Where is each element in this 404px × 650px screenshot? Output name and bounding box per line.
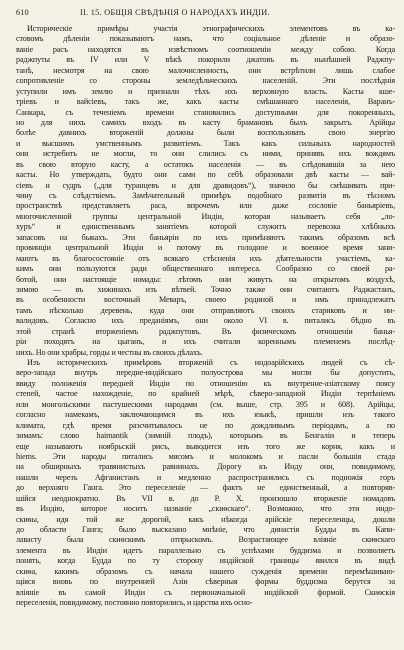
text-line: ваніе расъ находятся въ извѣстномъ соотношеніи между собою. Когда [16, 44, 395, 54]
text-line: уступили имъ землю и признали тѣхъ ихъ верховную власть. Касты кше- [16, 86, 395, 96]
text-line: hiems. Эти народы питались мясомъ и молокомъ и пасли большія стада [16, 451, 395, 461]
text-line: лавасту была скиѳскимъ отпрыскомъ. Возрастающее вліяніе скиѳскаго [16, 535, 395, 545]
text-line: танѣ, несмотря на свою малочисленность, они встрѣтили лишь слабое [16, 65, 395, 75]
text-line: пространствѣ представляетъ раса, впрочемъ или даже сословіе баньяріевъ, [16, 201, 395, 211]
text-line: нихъ. Но они храбры, горды и честны въ своихъ дѣлахъ. [16, 347, 203, 357]
text-line: запасовъ на быкахъ. Эти баньяріи по ихъ примѣняютъ такимъ образомъ всѣ [16, 232, 395, 242]
text-line: зимою — въ хижинахъ изъ вѣтвей. Точно также они считаютъ Раджастанъ, [16, 284, 395, 294]
text-line: еще называютъ ноябрьскій рисъ, выводится изъ того же корня, какъ и [16, 441, 395, 451]
text-line: ріи походятъ на цыганъ, и ихъ считали кореннымъ племенемъ послѣд- [16, 337, 395, 347]
text-line: сіевъ и судръ („для туранцевъ и для дравидовъ“), значило бы смѣшивать при- [16, 180, 395, 190]
text-line: въ свою вторую касту, а остатокъ населенія — въ слѣдовавшія за нею [16, 159, 395, 169]
text-line: стовомъ дѣленіи показываютъ намъ, что соціальное дѣленіе и образо- [16, 34, 395, 44]
text-line: валидовъ. Согласно ихъ преданіямъ, они около VI в. питались бѣдно въ [16, 316, 395, 326]
text-line: шійся неоднократно. Въ VII в. до Р. Х. произошло вторженіе номадовъ [16, 493, 395, 503]
text-line: ввиду положенія передней Индіи по отношенію къ внутренне-азіатскому поясу [16, 378, 395, 388]
text-line: и высшимъ умственнымъ развитіемъ. Такъ какъ сильныхъ народностей [16, 138, 395, 148]
text-line: переселенія, повидимому, постоянно повторились, и царства ихъ осно- [16, 598, 253, 608]
page-header [16, 6, 392, 20]
text-line: понять, когда Будда по ту сторону индійской границы явился въ видѣ [16, 556, 395, 566]
running-title: II. 15. ОБЩІЯ СВѢДѢНІЯ О НАРОДАХЪ ИНДІИ. [80, 8, 270, 17]
text-line: но для нихъ самихъ входъ въ касту брамановъ былъ закрытъ. Арійцы [16, 117, 395, 127]
text-line: тріевъ и вайсіевъ, такъ же, какъ касты смѣшаннаго населенія, Варанъ- [16, 97, 395, 107]
text-line: тамъ нѣсколько деревень, куда они отправляютъ своихъ стариковъ и ин- [16, 305, 395, 315]
text-line: Изъ историческихъ примѣровъ вторженій съ индоарійскихъ людей съ сѣ- [27, 358, 395, 367]
text-line: климата, гдѣ время разсчитывалось не по дождливымъ періодамъ, а по [16, 420, 395, 430]
text-line: скиѳы, идя той же дорогой, какъ нѣкогда арійскіе переселенцы, дошли [16, 514, 395, 524]
text-line: касты. Но утверждать, будто они сами по себѣ образовали двѣ касты — вай- [16, 170, 395, 180]
text-line: болѣе давнихъ вторженій должны были воспользовать свою энергію [16, 128, 395, 138]
text-line: они истребить не могли, то они слились съ ними, принявъ ихъ вождямъ [16, 149, 395, 159]
text-line: раджпуты въ IV или V вѣкѣ покорили джатовъ въ нынѣшней Раджпу- [16, 55, 395, 65]
text-line: веро-запада внутрь передне-индійскаго полуострова мы могли бы допустить, [16, 368, 395, 378]
text-line: хуръ“ и единственнымъ занятіемъ которой служитъ перевозка хлѣбныхъ [16, 222, 395, 232]
text-line: ботой, они настоящіе номады: лѣтомъ они живутъ на открытомъ воздухѣ, [16, 274, 395, 284]
text-line: многочисленной группы центральной Индіи, которая называетъ себя „ло- [16, 211, 395, 221]
text-line: до области Ганга; было высказано мнѣніе, что династія Будды въ Капи- [16, 525, 395, 534]
text-line: щіяся вновь по внутренней Азіи сѣверныя формы буддизма берутся за [16, 577, 395, 587]
text-line: нашли черезъ Афганистанъ и медленно распространялись съ подножія горъ [16, 472, 395, 482]
text-line: въ особенности восточный Меваръ, своею родиной и имъ принадлежатъ [16, 295, 395, 305]
text-line: или монгольскими пастушескими народами (см. выше, стр. 395 и 608). Арійцы, [16, 399, 395, 409]
text-line: сопротивленіе со стороны земледѣльческихъ населеній. Эти послѣднія [16, 76, 395, 86]
text-line: скиѳа, какимъ образомъ съ начала нашего сужденія времени перемѣшиваю- [16, 566, 395, 576]
text-line: въ Индію, которое носитъ названіе „скиѳскаго“. Возможно, что эти индо- [16, 504, 395, 514]
text-line: Санкара, съ теченіемъ времени становились доступными для покоренныхъ, [16, 107, 395, 117]
text-line: элемента въ Индіи идетъ параллельно съ успѣхами буддизма и позволяетъ [16, 545, 395, 555]
text-line: зимамъ: слово haimantik (зимній плодъ), которымъ въ Бенгаліи и теперь [16, 431, 395, 441]
text-line: согласно намекамъ, заключающимся въ ихъ языкѣ, пришли изъ такого [16, 410, 395, 420]
text-line: этой странѣ вторженіемъ раджпутовъ. Въ физическомъ отношеніи банья- [16, 326, 395, 336]
text-line: кимъ они пользуются ради общественнаго интереса. Сообразно со своей ра- [16, 264, 395, 274]
text-line: маютъ въ благосостояніе отъ всякаго стѣсненія ихъ дѣятельности участіемъ, ка- [16, 253, 395, 263]
text-line: вліяніе въ самой Индіи съ первоначальной индійской формой. Скиѳскія [16, 587, 395, 597]
text-line: на обширныхъ травянистыхъ равнинахъ. Дорогу къ Инду они, повидимому, [16, 462, 395, 472]
page-number: 610 [16, 8, 29, 17]
text-line: степей, частое нахожденіе, по крайней мѣрѣ, сѣверо-западной Индіи терпѣніемъ [16, 389, 395, 399]
text-line: до верхняго Ганга. Это переселеніе — фактъ не единственный, а повторяв- [16, 483, 395, 493]
text-line: чину съ слѣдствіемъ. Замѣчательный примѣръ подобнаго развитія въ тѣсномъ [16, 191, 395, 200]
text-line: провинціи центральной Индіи и потому въ голодное и военное время зани- [16, 243, 395, 253]
text-line: Историческіе примѣры участія этнографическихъ элементовъ въ ка- [27, 24, 395, 33]
body-text [16, 24, 395, 609]
